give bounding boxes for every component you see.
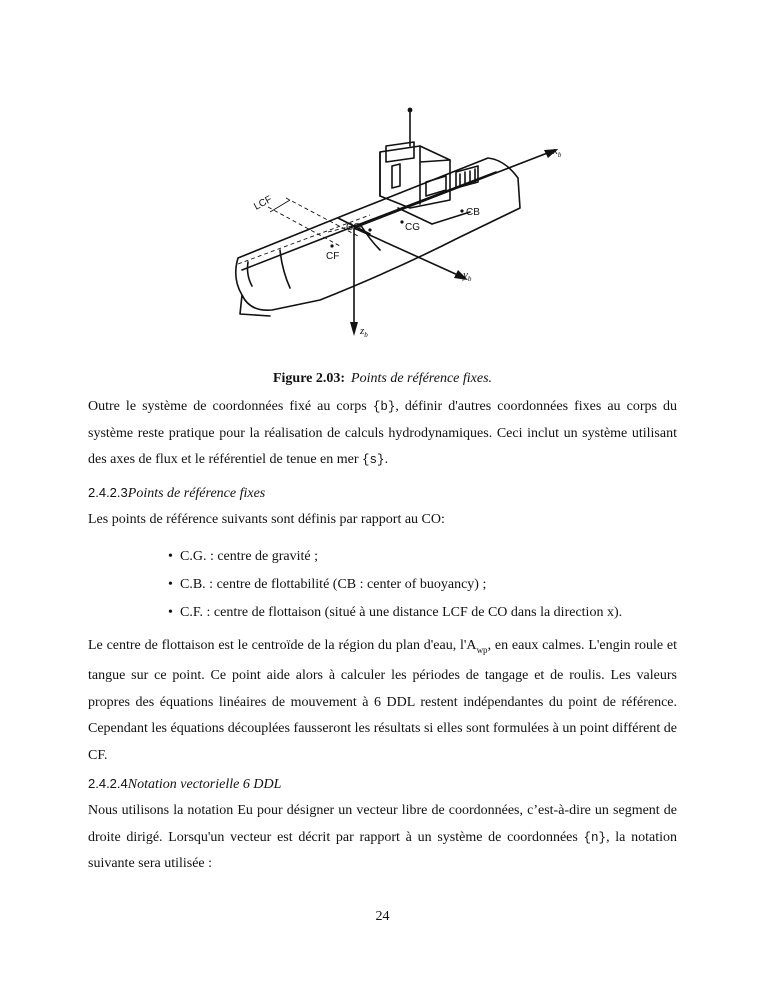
mast-tip	[408, 108, 413, 113]
notation-paragraph: Nous utilisons la notation Eu pour désigner un vecteur libre de coordonnées, c’est-à-dire un segment de droite dirigé. Lorsqu'un vecteur est décrit par rapport à un système de coordonnées {n}, la notation suivante sera utilisée :	[88, 803, 677, 871]
y-axis-label: $y_b$	[463, 269, 472, 283]
co-point	[368, 228, 371, 231]
section-intro: Les points de référence suivants sont définis par rapport au CO:	[88, 512, 445, 527]
cg-point	[400, 220, 403, 223]
reference-points-list	[168, 543, 622, 627]
y-axis	[354, 228, 460, 276]
figure-caption	[0, 371, 765, 387]
figure-number: Figure 2.03:	[272, 371, 346, 386]
list-item: • C.F. : centre de flottaison (situé à une distance LCF de CO dans la direction x).	[168, 605, 623, 620]
cb-point	[460, 209, 463, 212]
ship-diagram	[220, 100, 580, 350]
section-heading-notation	[88, 776, 281, 793]
cb-label: CB	[466, 207, 480, 218]
bow-line	[360, 224, 380, 250]
list-item: • C.B. : centre de flottabilité (CB : center of buoyancy) ;	[168, 577, 487, 592]
cg-label: CG	[405, 222, 420, 233]
section-heading-fixed-points	[88, 485, 265, 502]
section-number: 2.4.2.4	[88, 776, 128, 791]
section-title: Notation vectorielle 6 DDL	[127, 777, 282, 792]
cf-point	[330, 244, 333, 247]
list-item: • C.G. : centre de gravité ;	[168, 549, 319, 564]
co-label: CO	[346, 222, 361, 233]
flotation-center-paragraph: Le centre de flottaison est le centroïde de la région du plan d'eau, $l'A_{wp}$, en eaux calmes. L'engin roule et tangue sur ce point. Ce point aide alors à calculer les périodes de tangage et de roulis. Les valeurs propres des équations linéaires de mouvement à 6 DDL restent indépendantes du point de référence. Cependant les équations découplées fausseront les résultats si elles sont formulées à un point différent de CF.	[88, 638, 678, 763]
lcf-label: LCF	[252, 194, 275, 213]
figure-title: Points de référence fixes.	[351, 371, 493, 386]
intro-paragraph: Outre le système de coordonnées fixé au corps {b}, définir d'autres coordonnées fixes au corps du système reste pratique pour la réalisation de calculs hydrodynamiques. Ceci inclut un système utilisant des axes de flux et le référentiel de tenue en mer {s}.	[88, 399, 677, 467]
section-number: 2.4.2.3	[88, 485, 128, 500]
z-axis-label: $z_b$	[360, 325, 368, 339]
ship-reference-points-figure	[220, 100, 580, 350]
page-number: 24	[375, 909, 390, 924]
x-axis	[354, 152, 550, 228]
section-title: Points de référence fixes	[127, 486, 266, 501]
cf-label: CF	[326, 251, 340, 262]
x-axis-label: $x_b$	[553, 145, 562, 159]
